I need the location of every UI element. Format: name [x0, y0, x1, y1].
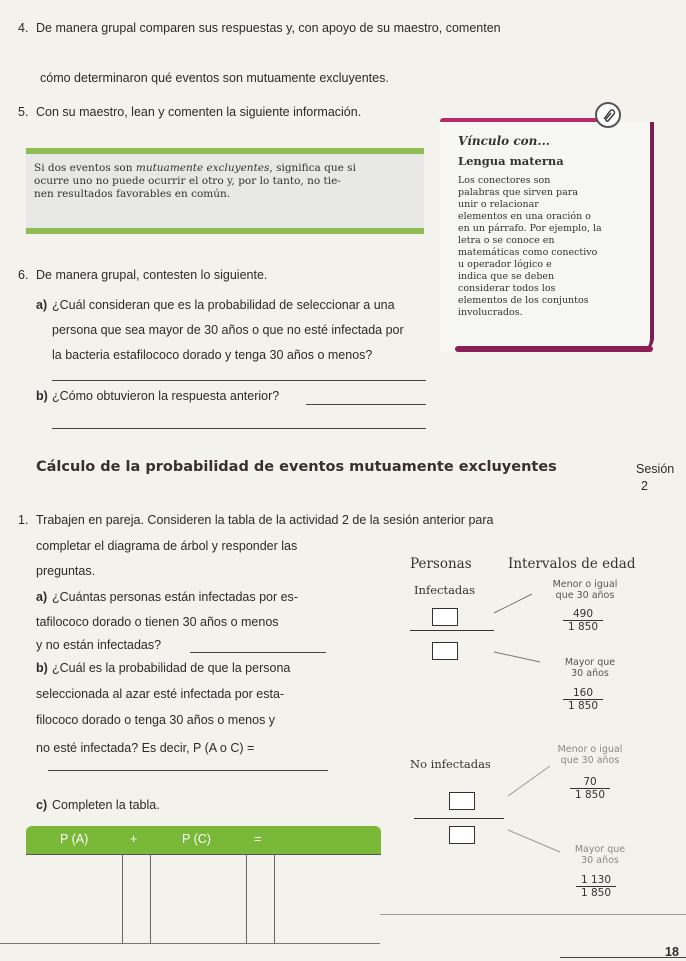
- act1-line2: completar el diagrama de árbol y responder las: [36, 539, 298, 553]
- table-outer-rule: [0, 943, 380, 944]
- table-divider: [150, 854, 151, 944]
- tree-node-infectadas: Infectadas: [414, 583, 476, 597]
- table-header: [26, 826, 381, 854]
- branch3-fraction: $\frac{70}{1 850}$: [570, 776, 610, 801]
- act1b-line3: filococo dorado o tenga 30 años o menos y: [36, 713, 276, 727]
- q6b-line1: ¿Cómo obtuvieron la respuesta anterior?: [52, 389, 280, 403]
- vinculo-line: involucrados.: [458, 307, 523, 318]
- branch2-label: Mayor que 30 años: [564, 657, 616, 679]
- q6-text: De manera grupal, contesten lo siguiente.: [36, 268, 268, 282]
- probability-table: [26, 826, 381, 944]
- q6a-line2: persona que sea mayor de 30 años o que no esté infectada por: [52, 323, 404, 337]
- q4-line1: De manera grupal comparen sus respuestas y, con apoyo de su maestro, comenten: [36, 21, 501, 35]
- act1b-line4: no esté infectada? Es decir, P (A o C) =: [36, 741, 255, 755]
- table-divider: [274, 854, 275, 944]
- definition-text: Si dos eventos son mutuamente excluyentes, significa que si ocurre uno no puede ocurrir el otro y, por lo tanto, no tie- nen resultados favorables en común.: [34, 162, 356, 200]
- q5-text: Con su maestro, lean y comenten la siguiente información.: [36, 105, 362, 119]
- tree-node-no-infectadas: No infectadas: [410, 757, 491, 771]
- q4-number: 4.: [18, 21, 29, 35]
- act1a-line3: y no están infectadas?: [36, 638, 162, 652]
- branch1-label: Menor o igual que 30 años: [552, 579, 618, 601]
- vinculo-line: letra o se conoce en: [458, 235, 555, 246]
- vinculo-line: unir o relacionar: [458, 199, 539, 210]
- page-number: 18: [665, 945, 679, 959]
- act1c-line1: Completen la tabla.: [52, 798, 160, 812]
- vinculo-line: indica que se deben: [458, 271, 555, 282]
- act1a-label: a): [36, 590, 48, 604]
- act1b-label: b): [36, 661, 48, 675]
- q6a-label: a): [36, 298, 48, 312]
- tree-bottom-rule: [380, 914, 686, 915]
- act1-line3: preguntas.: [36, 564, 96, 578]
- tree-header-personas: Personas: [410, 556, 472, 572]
- session-label: Sesión: [636, 462, 675, 476]
- q6a-line3: la bacteria estafilococo dorado y tenga 30 años o menos?: [52, 348, 373, 362]
- vinculo-line: palabras que sirven para: [458, 187, 579, 198]
- table-divider: [246, 854, 247, 944]
- branch2-fraction: $\frac{160}{1 850}$: [563, 687, 603, 712]
- branch4-label: Mayor que 30 años: [574, 844, 626, 866]
- section-title: Cálculo de la probabilidad de eventos mutuamente excluyentes: [36, 459, 557, 475]
- act1-line1: Trabajen en pareja. Consideren la tabla de la actividad 2 de la sesión anterior para: [36, 513, 494, 527]
- session-number: 2: [641, 479, 648, 493]
- branch1-fraction: $\frac{490}{1 850}$: [563, 608, 603, 633]
- vinculo-line: en un párrafo. Por ejemplo, la: [458, 223, 602, 234]
- vinculo-title: Vínculo con...: [458, 134, 550, 148]
- act1a-line2: tafilococo dorado o tienen 30 años o menos: [36, 615, 279, 629]
- q6-number: 6.: [18, 268, 29, 282]
- table-divider: [122, 854, 123, 944]
- tree-header-intervalos: Intervalos de edad: [508, 556, 636, 572]
- table-header-equals: =: [254, 832, 262, 846]
- q5-number: 5.: [18, 105, 29, 119]
- q6a-line1: ¿Cuál consideran que es la probabilidad de seleccionar a una: [52, 298, 395, 312]
- vinculo-subtitle: Lengua materna: [458, 154, 564, 168]
- vinculo-line: u operador lógico e: [458, 259, 552, 270]
- act1c-label: c): [36, 798, 48, 812]
- q6b-label: b): [36, 389, 48, 403]
- act1-number: 1.: [18, 513, 29, 527]
- act1b-line2: seleccionada al azar esté infectada por esta-: [36, 687, 285, 701]
- table-header-pa: P (A): [60, 832, 89, 846]
- vinculo-line: elementos de los conjuntos: [458, 295, 589, 306]
- branch4-fraction: $\frac{1 130}{1 850}$: [576, 874, 616, 899]
- act1b-line1: ¿Cuál es la probabilidad de que la persona: [52, 661, 291, 675]
- q4-line2: cómo determinaron qué eventos son mutuamente excluyentes.: [40, 71, 389, 85]
- vinculo-line: Los conectores son: [458, 175, 551, 186]
- act1a-line1: ¿Cuántas personas están infectadas por es-: [52, 590, 298, 604]
- table-header-plus: +: [130, 832, 138, 846]
- vinculo-line: considerar todos los: [458, 283, 556, 294]
- table-body[interactable]: [26, 854, 381, 945]
- table-header-pc: P (C): [182, 832, 211, 846]
- vinculo-line: matemáticas como conectivo: [458, 247, 598, 258]
- vinculo-line: elementos en una oración o: [458, 211, 592, 222]
- branch3-label: Menor o igual que 30 años: [557, 744, 623, 766]
